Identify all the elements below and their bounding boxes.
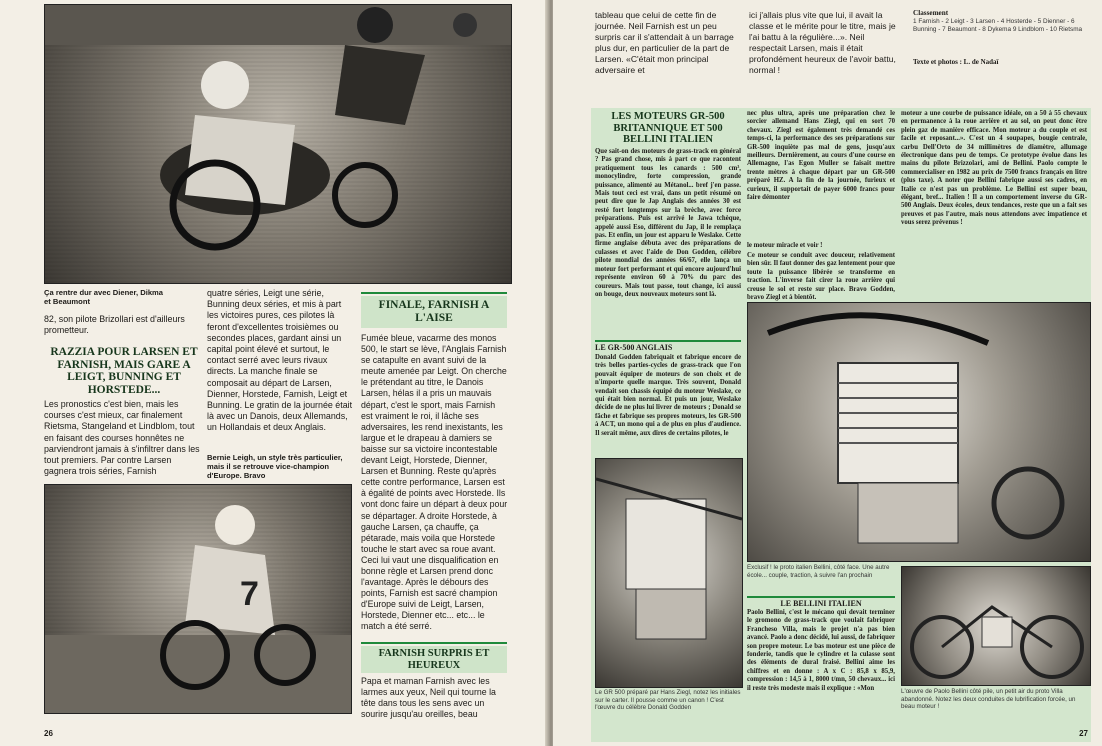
classement-title: Classement: [913, 9, 949, 17]
page-number-right: 27: [1079, 729, 1088, 738]
credit: Texte et photos : L. de Nadaï: [913, 58, 999, 66]
caption-top: Ça rentre dur avec Diener, Dikma et Beaumont: [44, 288, 164, 306]
caption-bellini-side: L'œuvre de Paolo Bellini côté pile, un petit air du proto Villa abandonné. Notez les deux conduites de lubrification forcée, un beau moteur !: [901, 688, 1076, 710]
gr-text: Donald Godden fabriquait et fabrique encore de très belles parties-cycles de grass-track que l'on pouvait équiper de moteurs de son choix et de n'importe quelle marque. Très souvent, Donald vendait son chassis équipé du moteur Weslake, ce qui était bien normal. Et puis un jour, Weslake décide de ne plus lui livrer de moteurs ; Donald se fâche et fabrique ses propres moteurs, les GR-500 à ACT, un mono qui a de plus en plus d'audience. Il serait même, aux dires de certains pilotes, le: [595, 354, 741, 437]
heading-razzia: RAZZIA POUR LARSEN ET FARNISH, MAIS GARE A LEIGT, BUNNING ET HORSTEDE...: [50, 346, 198, 396]
photo-bellini-engine: [747, 302, 1091, 562]
col1-text: Les pronostics c'est bien, mais les courses c'est mieux, car finalement Rietsma, Stangeland et Lindblom, tout en faisant des courses honnêtes ne parviendront jamais à s'infiltrer dans les tout premiers. Par contre Larsen gagnera trois séries, Farnish: [44, 399, 200, 477]
photo-gr500: [595, 458, 743, 688]
top-col1: tableau que celui de cette fin de journée. Neil Farnish est un peu surpris car il s'attendait à un barrage plus dur, en particulier de la part de Larsen. «C'était mon principal adversaire et: [595, 10, 734, 75]
engine-bellini-illustration: [748, 303, 1090, 561]
classement-text: 1 Farnish - 2 Leigt - 3 Larsen - 4 Hosterde - 5 Dienner - 6 Bunning - 7 Beaumont - 8 Dykema 9 Lindblom - 10 Rietsma: [913, 18, 1083, 33]
caption-leigh: Bernie Leigh, un style très particulier, mais il se retrouve vice-champion d'Europe. Bravo: [207, 453, 343, 480]
engines-col3: moteur a une courbe de puissance idéale, on a 50 à 55 chevaux en permanence à la roue arrière et au sol, on peut donc être plein gaz de manière efficace. Mon moteur a du couple et est facile et reposant...». C'est un 4 soupapes, bougie centrale, carbu Dell'Orto de 34 millimètres de diamètre, allumage électronique dans peu de temps. Ce prototype évolue dans les mains du pilote Brizzolari, ami de Bellini. Paolo compte le commercialiser en 1982 au prix de 7500 francs français en litre (plus taxe). A noter que Bellini fabrique aussi ses cadres, en Italie ce n'est pas un problème. Le Bellini est super beau, élégant, bref... Italien ! Il a un comportement inverse du GR-500 Anglais. Deux écoles, deux tendances, reste que un a fait ses preuves et pas l'autre, mais nous attendons avec impatience et vous serez prévenus !: [901, 110, 1087, 227]
engines-col2: nec plus ultra, après une préparation chez le sorcier allemand Hans Ziegl, qui en sort 70 chevaux. Ziegl est également très demandé ces temps-ci, la performance des ses préparations sur GR-500 inquiète pas mal de gens, jusqu'aux meilleurs. Dernièrement, au cours d'une course en Allemagne, l'as Egon Muller se faisait mettre trente mètres à chaque départ par un GR-500 préparé HZ. A la fin de la journée, furieux et curieux, il supportait de payer 6000 francs pour faire démonter: [747, 110, 895, 202]
caption-exclusif: Exclusif ! le proto italien Bellini, côté face. Une autre école... couple, traction, à suivre l'an prochain: [747, 564, 890, 579]
rule-finale: [361, 292, 507, 294]
left-page: [0, 0, 549, 746]
col3-end: Papa et maman Farnish avec les larmes aux yeux, Neil qui tourne la tête dans tous les sens avec un sourire jusqu'au oreilles, beau: [361, 676, 496, 720]
bellini-text: Paolo Bellini, c'est le mécano qui devait terminer le gromono de grass-track que voulait fabriquer Francheso Villa, mais le projet n'a pas bien avancé. Paolo a donc décidé, lui aussi, de fabriquer son propre moteur. Le bas moteur est une pièce de fonderie, tandis que le cylindre et la culasse sont des éléments de dural fraisé. Bellini aime les chiffres et en donne : A x C : 85,8 x 85,9, compression : 14,5 à 1, 8000 t/mn, 50 chevaux... ici il reste très modeste mais il explique : «Mon: [747, 609, 895, 692]
engines-col1: Que sait-on des moteurs de grass-track en général ? Pas grand chose, mis à part ce que racontent pratiquement tous les canards : 500 cm³, monocylindre, forte compression, grande puissance, alimenté au Métanol... bref j'en passe. Mais tout ceci est vrai, dans un petit résumé on peut dire que le Jap Anglais des années 30 est resté fort longtemps sur la brèche, avec force préparations. Puis est arrivé le Jawa tchèque, appelé aussi Eso, différent du Jap, il le remplaça pas. Et enfin, un jour est apparu le Weslake. Cette firme anglaise débuta avec des préparations de culasses et avec l'aide de Don Godden, célèbre pilote mondial des années 66/67, elle lança un moteur fort performant et qui encore aujourd'hui représente environ 60 à 70% du parc des coureurs. Mais tout passe, tout change, ici aussi on bouge, deux nouveaux moteurs sont là.: [595, 148, 741, 298]
gr-heading: LE GR-500 ANGLAIS: [595, 343, 673, 352]
photo-bellini-side: [901, 566, 1091, 686]
engines-col2-sub: le moteur miracle et voir !: [747, 242, 823, 249]
heading-finale: FINALE, FARNISH A L'AISE: [378, 299, 490, 324]
caption-gr500: Le GR 500 préparé par Hans Ziegl, notez les initiales sur le carter. Il pousse comme un canon ! C'est l'œuvre du célèbre Donald Godden: [595, 689, 741, 711]
rule-gr: [595, 340, 741, 342]
photo-riders-pack: [44, 4, 512, 284]
bike-illustration: [902, 567, 1090, 685]
heading-surpris: FARNISH SURPRIS ET HEUREUX: [378, 648, 490, 671]
top-col2: ici j'allais plus vite que lui, il avait la classe et le mérite pour le titre, mais je l'ai battu à la régulière...». Neil respectait Larsen, mais il était profondément heureux de l'avoir battu, normal !: [749, 10, 896, 75]
photo-bernie-leigh: [44, 484, 352, 714]
col3-text: Fumée bleue, vacarme des monos 500, le start se lève, l'Anglais Farnish se catapulte en avant suivi de la meute amenée par Leigt. On cherche le prétendant au titre, le Danois Larsen, hélas il a pris un mauvais départ, c'est le sport, mais Farnish est vraiment le roi, il lâche ses adversaires, les rend inexistants, les largue et le drapeau à damiers se baisse sur sa victoire incontestable devant Leigt, Horstede, Dienner, Larsen et Bunning. Reste qu'après cette contre performance, Larsen est à égalité de points avec Horstede. Ils vont donc faire un départ à deux pour se départager. A droite Horstede, à gauche Larsen, ça chauffe, ça pétarade, mais voila que Horstede touche le start avec sa roue avant. Ceci lui vaut une disqualification en bonne règle et Larsen prend donc l'avantage. Après le débours des points, Farnish est sacré champion d'Europe suivi de Leigt, Larsen, Horstede, Dienner etc... etc... le match a été serré.: [361, 333, 508, 632]
rider-illustration: [45, 485, 351, 713]
bellini-heading: LE BELLINI ITALIEN: [780, 599, 862, 608]
right-page: [553, 0, 1102, 746]
engines-col2-b: Ce moteur se conduit avec douceur, relativement bien sûr. Il faut donner des gaz lentement pour que toute la puissance libérée se transforme en traction. L'inverse fait cirer la roue arrière qui creuse le sol et reste sur place. Bravo Godden, bravo Ziegl et à bientôt.: [747, 252, 895, 302]
riders-illustration: [45, 5, 511, 283]
engine-gr-illustration: [596, 459, 742, 687]
engines-heading: LES MOTEURS GR-500 BRITANNIQUE ET 500 BELLINI ITALIEN: [611, 111, 725, 146]
rule-surpris: [361, 642, 507, 644]
col2-text: quatre séries, Leigt une série, Bunning deux séries, et mis à part les victoires pures, ces pilotes là feront d'excellentes troisièmes ou secondes places, gardant ainsi un capital point élevé et surtout, le contact serré avec leurs rivaux directs. La manche finale se composait au départ de Larsen, Dienner, Horstede, Farnish, Leigt et Bunning. Le gratin de la journée était là avec un Danois, deux Allemands, un Hollandais et deux Anglais.: [207, 288, 353, 433]
rule-bellini: [747, 596, 895, 598]
bib-number: 7: [240, 575, 259, 613]
col1-intro: 82, son pilote Brizollari est d'ailleurs prometteur.: [44, 314, 185, 336]
page-number-left: 26: [44, 729, 53, 738]
